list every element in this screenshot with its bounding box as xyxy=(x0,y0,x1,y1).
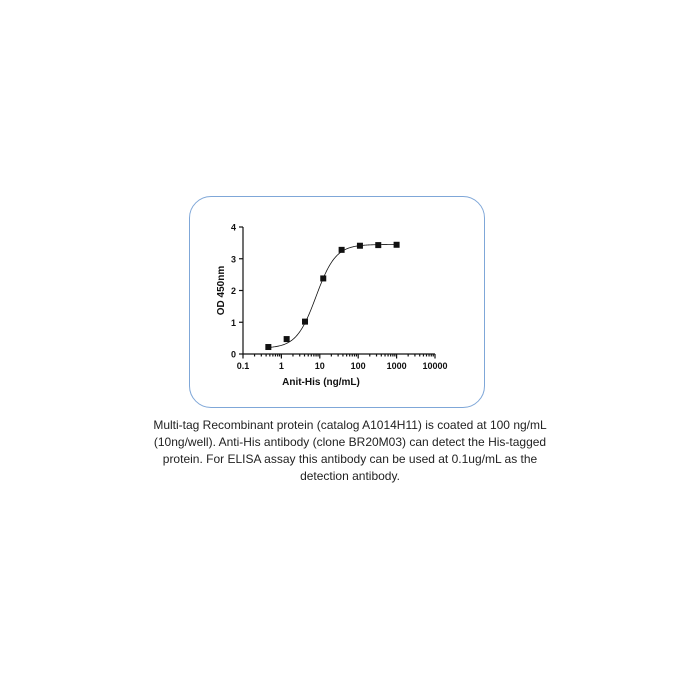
x-tick-label: 100 xyxy=(350,361,366,371)
y-tick-label: 2 xyxy=(230,286,236,296)
data-point xyxy=(302,319,308,325)
data-point xyxy=(320,275,326,281)
y-axis-label: OD 450nm xyxy=(216,265,227,316)
data-point xyxy=(357,243,363,249)
x-tick-label: 10000 xyxy=(422,361,448,371)
y-tick-label: 1 xyxy=(230,317,236,328)
x-tick-label: 1000 xyxy=(386,361,407,371)
data-point xyxy=(394,242,400,248)
data-point xyxy=(284,336,290,342)
x-tick-label: 10 xyxy=(314,361,325,371)
data-point xyxy=(339,247,345,253)
data-point xyxy=(265,344,271,350)
x-axis-label: Anit-His (ng/mL) xyxy=(282,377,360,388)
y-tick-label: 3 xyxy=(230,254,236,265)
x-tick-label: 0.1 xyxy=(236,361,250,371)
y-tick-label: 4 xyxy=(230,222,236,233)
fit-curve xyxy=(268,244,396,347)
figure-caption: Multi-tag Recombinant protein (catalog A1014H11) is coated at 100 ng/mL (10ng/well). Anti-His antibody (clone BR20M03) can detect the His-tagged protein. For ELISA assay this antibody can be used at 0.1ug/mL as the detection antibody. xyxy=(153,418,547,483)
y-tick-label: 0 xyxy=(230,349,236,360)
data-point xyxy=(375,242,381,248)
x-tick-label: 1 xyxy=(278,361,284,371)
